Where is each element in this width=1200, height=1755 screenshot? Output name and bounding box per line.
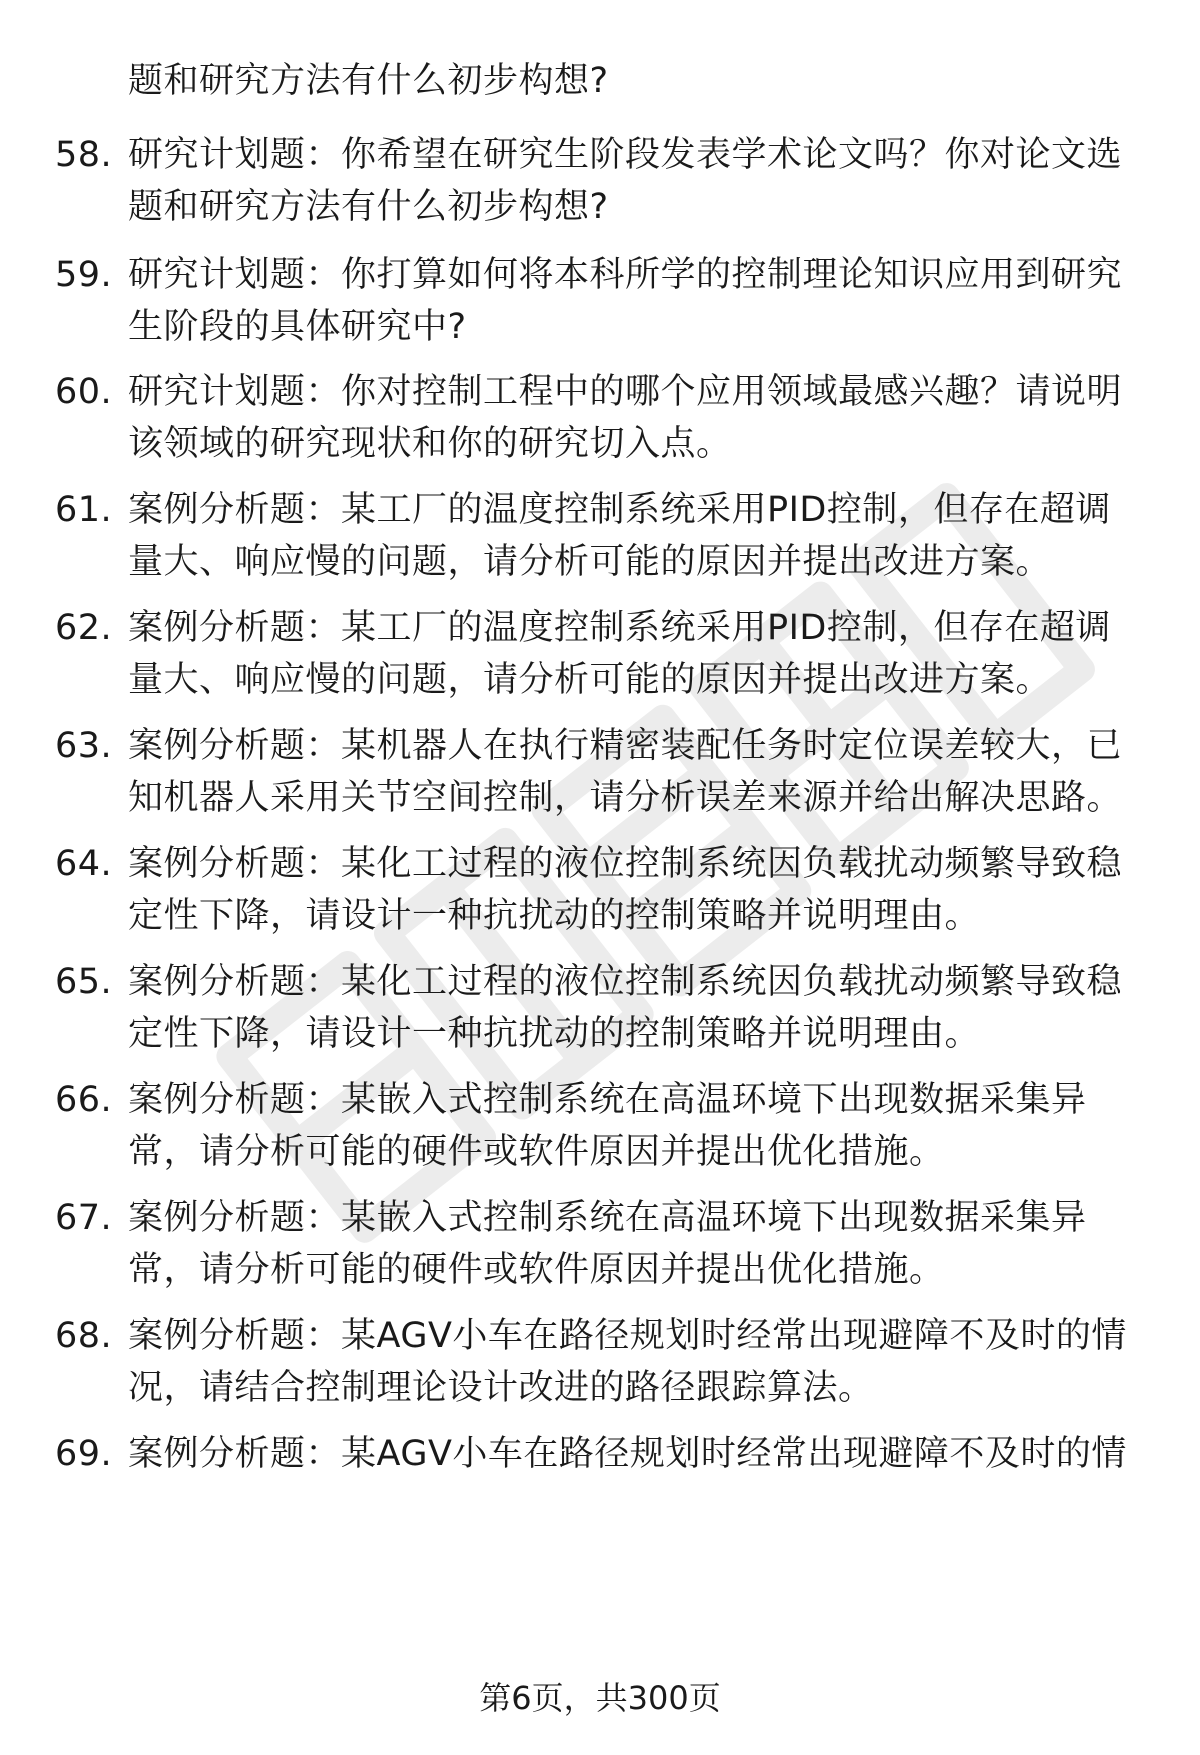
question-number: 69. xyxy=(55,1434,113,1474)
question-text xyxy=(128,1310,1158,1414)
question-text xyxy=(128,838,1158,942)
question-line: 案例分析题：某化工过程的液位控制系统因负载扰动频繁导致稳 xyxy=(128,844,1123,884)
question-line: 案例分析题：某嵌入式控制系统在高温环境下出现数据采集异 xyxy=(128,1080,1087,1120)
question-line: 研究计划题：你打算如何将本科所学的控制理论知识应用到研究 xyxy=(128,255,1123,295)
question-line: 量大、响应慢的问题，请分析可能的原因并提出改进方案。 xyxy=(128,660,1052,700)
question-line: 案例分析题：某AGV小车在路径规划时经常出现避障不及时的情 xyxy=(128,1316,1127,1356)
question-number: 59. xyxy=(55,255,113,295)
question-text xyxy=(128,1192,1158,1296)
question-number: 60. xyxy=(55,372,113,412)
question-number: 61. xyxy=(55,490,113,530)
question-text xyxy=(128,602,1158,706)
question-text xyxy=(128,1428,1158,1480)
question-line: 研究计划题：你希望在研究生阶段发表学术论文吗？你对论文选 xyxy=(128,135,1123,175)
question-text xyxy=(128,55,1158,107)
question-line: 案例分析题：某机器人在执行精密装配任务时定位误差较大，已 xyxy=(128,726,1123,766)
question-number: 62. xyxy=(55,608,113,648)
question-line: 案例分析题：某化工过程的液位控制系统因负载扰动频繁导致稳 xyxy=(128,962,1123,1002)
question-number: 65. xyxy=(55,962,113,1002)
question-line: 案例分析题：某AGV小车在路径规划时经常出现避障不及时的情 xyxy=(128,1434,1127,1474)
page-footer: 第6页，共300页 xyxy=(479,1679,721,1717)
question-line: 该领域的研究现状和你的研究切入点。 xyxy=(128,424,732,464)
question-line: 案例分析题：某嵌入式控制系统在高温环境下出现数据采集异 xyxy=(128,1198,1087,1238)
question-number: 58. xyxy=(55,135,113,175)
question-line: 题和研究方法有什么初步构想? xyxy=(128,61,609,101)
question-line: 案例分析题：某工厂的温度控制系统采用PID控制，但存在超调 xyxy=(128,490,1111,530)
question-line: 研究计划题：你对控制工程中的哪个应用领域最感兴趣？请说明 xyxy=(128,372,1123,412)
question-number: 64. xyxy=(55,844,113,884)
question-line: 量大、响应慢的问题，请分析可能的原因并提出改进方案。 xyxy=(128,542,1052,582)
question-text xyxy=(128,129,1158,233)
question-text xyxy=(128,249,1158,353)
question-line: 常，请分析可能的硬件或软件原因并提出优化措施。 xyxy=(128,1250,945,1290)
question-line: 定性下降，请设计一种抗扰动的控制策略并说明理由。 xyxy=(128,1014,981,1054)
question-number: 63. xyxy=(55,726,113,766)
question-line: 案例分析题：某工厂的温度控制系统采用PID控制，但存在超调 xyxy=(128,608,1111,648)
question-line: 生阶段的具体研究中? xyxy=(128,307,467,347)
question-line: 知机器人采用关节空间控制，请分析误差来源并给出解决思路。 xyxy=(128,778,1123,818)
question-number: 66. xyxy=(55,1080,113,1120)
question-line: 常，请分析可能的硬件或软件原因并提出优化措施。 xyxy=(128,1132,945,1172)
question-number: 67. xyxy=(55,1198,113,1238)
question-text xyxy=(128,1074,1158,1178)
question-text xyxy=(128,366,1158,470)
question-line: 况，请结合控制理论设计改进的路径跟踪算法。 xyxy=(128,1368,874,1408)
question-text xyxy=(128,484,1158,588)
question-text xyxy=(128,720,1158,824)
question-line: 定性下降，请设计一种抗扰动的控制策略并说明理由。 xyxy=(128,896,981,936)
question-text xyxy=(128,956,1158,1060)
question-line: 题和研究方法有什么初步构想? xyxy=(128,187,609,227)
question-number: 68. xyxy=(55,1316,113,1356)
